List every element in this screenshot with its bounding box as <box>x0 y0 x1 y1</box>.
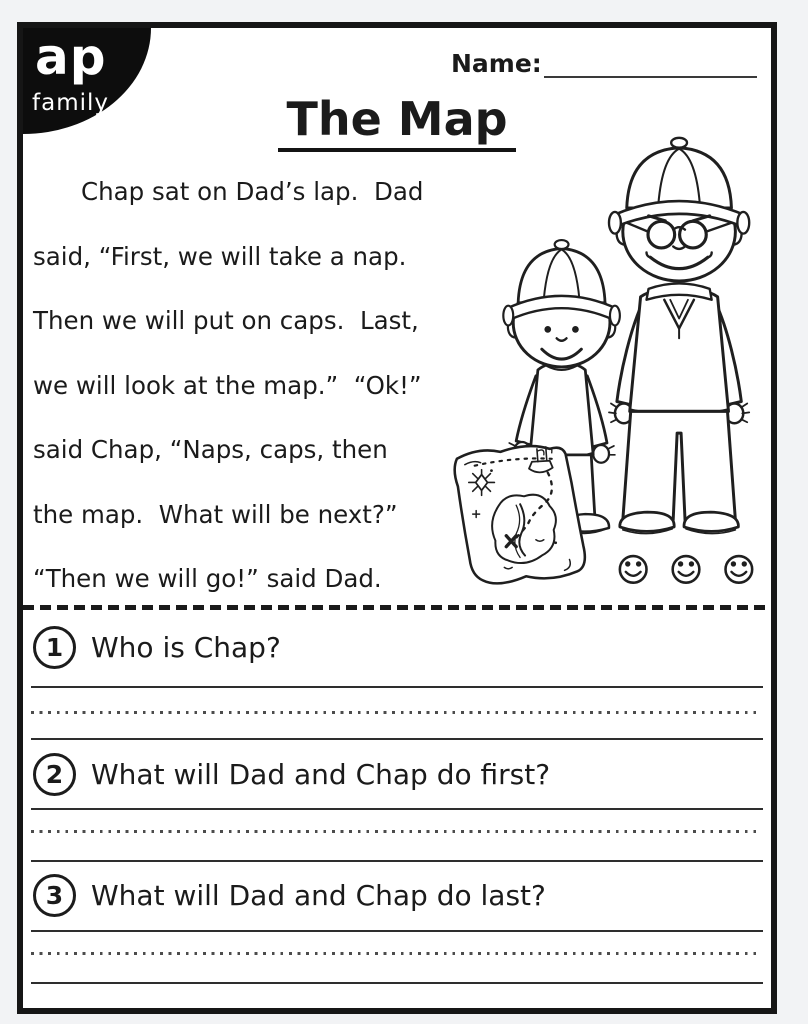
question-2-number: 2 <box>33 753 76 796</box>
answer-line-dotted <box>31 830 761 833</box>
brand-family-label: family <box>32 90 109 116</box>
answer-line-solid <box>31 982 763 984</box>
passage-line: “Then we will go!” said Dad. <box>33 564 382 593</box>
question-1 <box>33 626 281 668</box>
smiley-icon <box>620 556 647 583</box>
passage-line: said, “First, we will take a nap. <box>33 241 407 271</box>
worksheet-page <box>17 22 777 1014</box>
name-label: Name: <box>451 49 542 78</box>
dashed-cut-line <box>23 605 771 610</box>
page-title: The Map <box>278 92 515 152</box>
answer-line-solid <box>31 738 763 740</box>
question-1-number: 1 <box>33 626 76 669</box>
name-blank-line <box>544 50 757 78</box>
passage-line: said Chap, “Naps, caps, then <box>33 435 388 464</box>
reading-passage <box>33 160 485 612</box>
brand-name: ap <box>35 28 107 86</box>
question-3-number: 3 <box>33 874 76 917</box>
name-row <box>451 46 757 78</box>
dad-figure <box>609 138 749 534</box>
answer-line-solid <box>31 930 763 932</box>
answer-line-solid <box>31 860 763 862</box>
question-1-text: Who is Chap? <box>91 630 281 664</box>
passage-line: the map. What will be next?” <box>33 499 398 529</box>
question-2-text: What will Dad and Chap do first? <box>91 757 551 791</box>
answer-line-solid <box>31 808 763 810</box>
smiley-icon <box>673 556 700 583</box>
dad-and-boy-with-map-illustration <box>445 125 771 599</box>
question-3 <box>33 874 546 916</box>
answer-line-solid <box>31 686 763 688</box>
question-3-text: What will Dad and Chap do last? <box>91 878 546 912</box>
question-2 <box>33 753 550 795</box>
passage-line: Chap sat on Dad’s lap. Dad <box>81 177 424 206</box>
treasure-map <box>455 446 585 583</box>
passage-line: Then we will put on caps. Last, <box>33 306 419 335</box>
smiley-icon <box>726 556 753 583</box>
answer-line-dotted <box>31 952 761 955</box>
passage-line: we will look at the map.” “Ok!” <box>33 370 422 400</box>
answer-line-dotted <box>31 711 761 714</box>
